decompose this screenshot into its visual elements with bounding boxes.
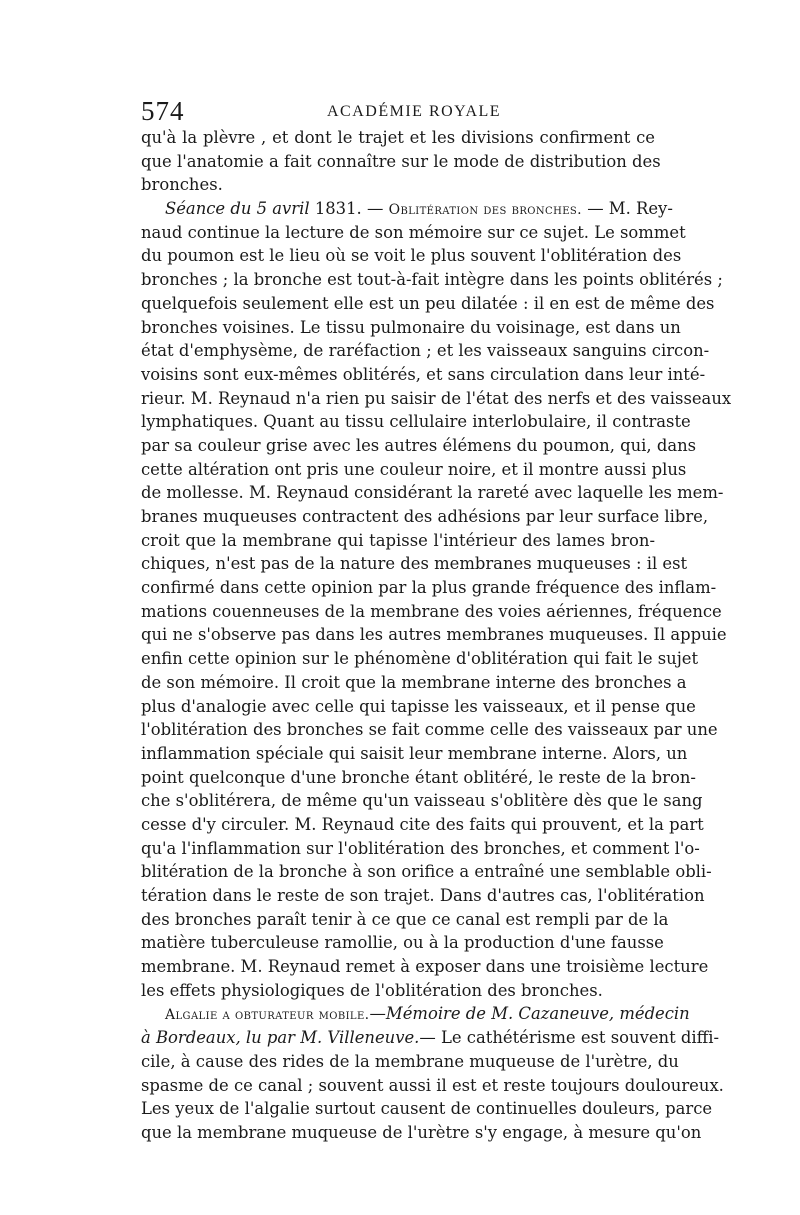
text-line: du poumon est le lieu où se voit le plus souvent l'oblitération des	[141, 246, 682, 266]
text-line: que l'anatomie a fait connaître sur le mode de distribution des	[141, 151, 661, 171]
text-line: blitération de la bronche à son orifice a entraîné une semblable obli-	[141, 862, 712, 882]
paragraph-seance	[141, 197, 732, 1002]
running-title: ACADÉMIE ROYALE	[327, 103, 502, 120]
text-line: des bronches paraît tenir à ce que ce canal est rempli par de la	[141, 909, 669, 929]
page-body	[141, 126, 732, 1145]
seance-lines	[141, 221, 732, 1003]
text-line: cile, à cause des rides de la membrane muqueuse de l'urètre, du	[141, 1051, 679, 1071]
paragraph-algalie	[141, 1002, 724, 1144]
page-number: 574	[141, 96, 185, 126]
seance-first-tail: — M. Rey-	[582, 199, 673, 219]
text-line: qu'à la plèvre , et dont le trajet et les divisions confirment ce	[141, 128, 655, 147]
text-line: lymphatiques. Quant au tissu cellulaire interlobulaire, il contraste	[141, 412, 691, 432]
text-line: les effets physiologiques de l'oblitération des bronches.	[141, 980, 603, 1000]
text-line: quelquefois seulement elle est un peu dilatée : il en est de même des	[141, 293, 715, 313]
text-line: bronches voisines. Le tissu pulmonaire du voisinage, est dans un	[141, 317, 681, 337]
text-line: branes muqueuses contractent des adhésions par leur surface libre,	[141, 507, 709, 526]
text-line: croit que la membrane qui tapisse l'intérieur des lames bron-	[141, 530, 655, 550]
text-line: que la membrane muqueuse de l'urètre s'y engage, à mesure qu'on	[141, 1122, 702, 1142]
text-line: che s'oblitérera, de même qu'un vaisseau s'oblitère dès que le sang	[141, 791, 703, 811]
text-line: de son mémoire. Il croit que la membrane interne des bronches a	[141, 672, 687, 692]
section-heading-obliteration: Oblitération des bronches.	[388, 202, 582, 219]
text-line: Les yeux de l'algalie surtout causent de continuelles douleurs, parce	[141, 1099, 713, 1119]
text-line: naud continue la lecture de son mémoire sur ce sujet. Le sommet	[141, 222, 686, 242]
section-heading-algalie: Algalie a obturateur mobile.	[165, 1007, 370, 1024]
seance-first-line	[141, 197, 673, 221]
text-line: cesse d'y circuler. M. Reynaud cite des faits qui prouvent, et la part	[141, 814, 704, 834]
paragraph-1	[141, 126, 661, 197]
text-line: l'oblitération des bronches se fait comme celle des vaisseaux par une	[141, 720, 718, 740]
text-line: tération dans le reste de son trajet. Dans d'autres cas, l'oblitération	[141, 886, 705, 905]
text-line: inflammation spéciale qui saisit leur membrane interne. Alors, un	[141, 743, 688, 763]
text-line: qui ne s'observe pas dans les autres membranes muqueuses. Il appuie	[141, 625, 727, 645]
text-line: matière tuberculeuse ramollie, ou à la production d'une fausse	[141, 933, 664, 953]
text-line: cette altération ont pris une couleur noire, et il montre aussi plus	[141, 459, 687, 479]
algalie-second-line	[141, 1026, 720, 1050]
text-line: spasme de ce canal ; souvent aussi il est et reste toujours douloureux.	[141, 1075, 724, 1095]
text-line: voisins sont eux-mêmes oblitérés, et sans circulation dans leur inté-	[141, 364, 706, 384]
seance-date: Séance du 5 avril	[165, 199, 310, 219]
text-line: bronches.	[141, 175, 223, 195]
text-line: de mollesse. M. Reynaud considérant la rareté avec laquelle les mem-	[141, 483, 724, 503]
text-line: confirmé dans cette opinion par la plus grande fréquence des inflam-	[141, 578, 717, 598]
text-line: mations couenneuses de la membrane des voies aériennes, fréquence	[141, 601, 722, 621]
text-line: point quelconque d'une bronche étant oblitéré, le reste de la bron-	[141, 767, 696, 787]
text-line: chiques, n'est pas de la nature des membranes muqueuses : il est	[141, 554, 688, 574]
text-line: par sa couleur grise avec les autres élémens du poumon, qui, dans	[141, 435, 697, 455]
text-line: qu'a l'inflammation sur l'oblitération des bronches, et comment l'o-	[141, 838, 700, 858]
text-line: enfin cette opinion sur le phénomène d'oblitération qui fait le sujet	[141, 649, 699, 669]
seance-year: 1831. —	[309, 199, 389, 219]
text-line: état d'emphysème, de raréfaction ; et les vaisseaux sanguins circon-	[141, 341, 710, 361]
text-line: bronches ; la bronche est tout-à-fait intègre dans les points oblitérés ;	[141, 270, 723, 290]
page-header	[141, 96, 661, 126]
algalie-author: à Bordeaux, lu par M. Villeneuve.	[141, 1028, 420, 1048]
algalie-memoire: Mémoire de M. Cazaneuve, médecin	[385, 1004, 690, 1024]
text-line: rieur. M. Reynaud n'a rien pu saisir de l'état des nerfs et des vaisseaux	[141, 388, 732, 408]
algalie-lines	[141, 1050, 724, 1145]
algalie-first-line	[141, 1002, 690, 1026]
text-line: plus d'analogie avec celle qui tapisse les vaisseaux, et il pense que	[141, 696, 696, 716]
algalie-dash: —	[369, 1004, 386, 1024]
text-line: membrane. M. Reynaud remet à exposer dans une troisième lecture	[141, 957, 709, 977]
algalie-second-tail: — Le cathétérisme est souvent diffi-	[419, 1028, 720, 1048]
